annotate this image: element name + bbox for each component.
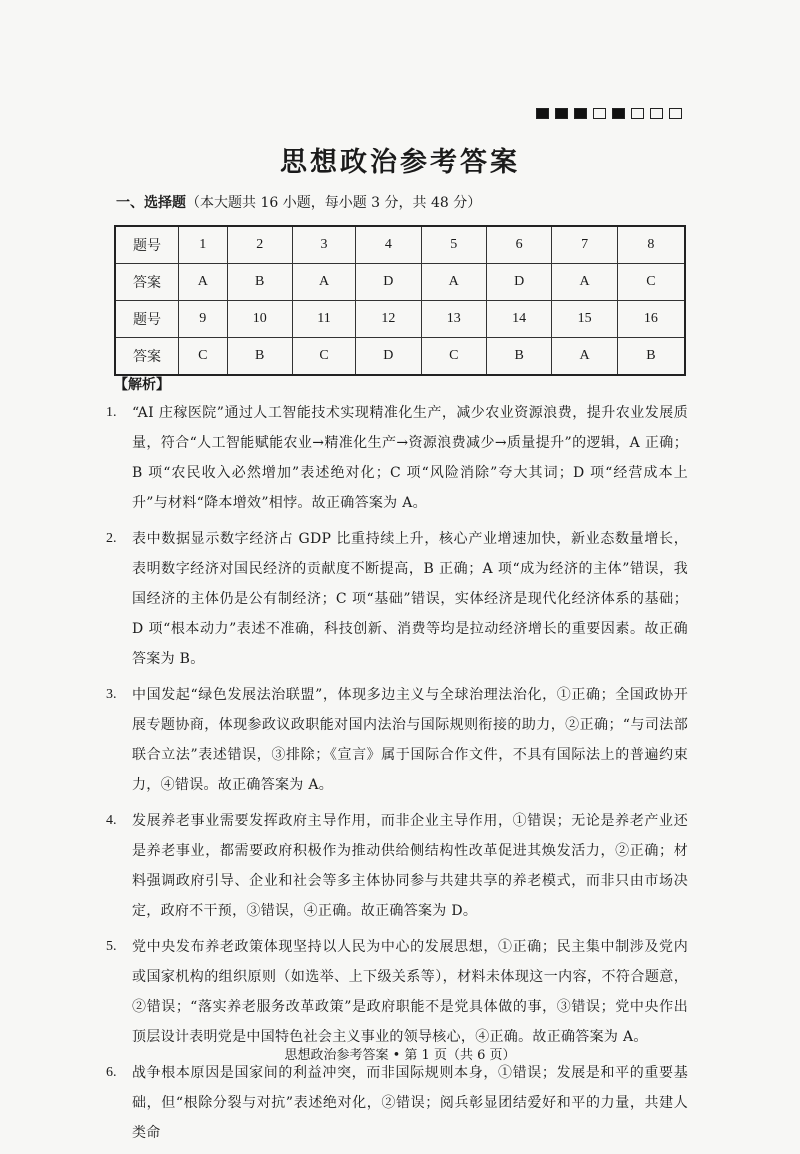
analysis-item xyxy=(106,398,688,518)
analysis-list xyxy=(106,398,688,1154)
table-cell: 9 xyxy=(179,301,228,338)
table-cell: 14 xyxy=(486,301,551,338)
table-cell: 15 xyxy=(552,301,617,338)
analysis-item xyxy=(106,806,688,926)
analysis-item xyxy=(106,524,688,674)
table-cell: A xyxy=(552,338,617,376)
empty-square-mark xyxy=(593,108,606,119)
item-text: 表中数据显示数字经济占 GDP 比重持续上升，核心产业增速加快，新业态数量增长，表明数字经济对国民经济的贡献度不断提高，B 正确；A 项“成为经济的主体”错误，我国经济的主体仍是公有制经济；C 项“基础”错误，实体经济是现代化经济体系的基础；D 项“根本动力”表述不准确，科技创新、消费等均是拉动经济增长的重要因素。故正确答案为 B。 xyxy=(132,531,688,667)
page-marker-squares xyxy=(536,108,682,119)
table-cell: 5 xyxy=(421,226,486,264)
page-title: 思想政治参考答案 xyxy=(280,147,520,178)
table-cell: 12 xyxy=(356,301,421,338)
section-label: 一、选择题 xyxy=(116,195,186,211)
answer-table xyxy=(114,225,686,376)
table-cell: C xyxy=(421,338,486,376)
table-cell: B xyxy=(227,264,292,301)
item-number: 2. xyxy=(106,531,117,546)
analysis-item xyxy=(106,932,688,1052)
item-text: “AI 庄稼医院”通过人工智能技术实现精准化生产，减少农业资源浪费，提升农业发展质量，符合“人工智能赋能农业→精准化生产→资源浪费减少→质量提升”的逻辑，A 正确；B 项“农民收入必然增加”表述绝对化；C 项“风险消除”夸大其词；D 项“经营成本上升”与材料“降本增效”相悖。故正确答案为 A。 xyxy=(132,405,688,511)
table-cell: D xyxy=(486,264,551,301)
empty-square-mark xyxy=(669,108,682,119)
table-cell: B xyxy=(617,338,685,376)
row-header-cell: 答案 xyxy=(115,264,179,301)
analysis-item xyxy=(106,1058,688,1148)
analysis-heading: 【解析】 xyxy=(114,377,170,393)
table-row xyxy=(115,301,685,338)
table-cell: 3 xyxy=(292,226,355,264)
table-row xyxy=(115,226,685,264)
table-cell: 2 xyxy=(227,226,292,264)
table-cell: B xyxy=(227,338,292,376)
table-cell: 1 xyxy=(179,226,228,264)
table-cell: C xyxy=(179,338,228,376)
page-footer: 思想政治参考答案 • 第 1 页（共 6 页） xyxy=(284,1048,516,1063)
section-heading xyxy=(116,192,481,212)
table-cell: A xyxy=(292,264,355,301)
table-cell: 8 xyxy=(617,226,685,264)
table-cell: 13 xyxy=(421,301,486,338)
item-number: 3. xyxy=(106,687,117,702)
table-cell: 6 xyxy=(486,226,551,264)
item-number: 5. xyxy=(106,939,117,954)
item-text: 中国发起“绿色发展法治联盟”，体现多边主义与全球治理法治化，①正确；全国政协开展专题协商，体现参政议政职能对国内法治与国际规则衔接的助力，②正确；“与司法部联合立法”表述错误，③排除；《宣言》属于国际合作文件，不具有国际法上的普遍约束力，④错误。故正确答案为 A。 xyxy=(132,687,688,793)
table-cell: D xyxy=(356,338,421,376)
table-cell: B xyxy=(486,338,551,376)
item-number: 1. xyxy=(106,405,117,420)
table-cell: C xyxy=(617,264,685,301)
row-header-cell: 答案 xyxy=(115,338,179,376)
table-cell: C xyxy=(292,338,355,376)
table-cell: 16 xyxy=(617,301,685,338)
table-cell: A xyxy=(179,264,228,301)
empty-square-mark xyxy=(631,108,644,119)
item-text: 党中央发布养老政策体现坚持以人民为中心的发展思想，①正确；民主集中制涉及党内或国家机构的组织原则（如选举、上下级关系等），材料未体现这一内容，不符合题意，②错误；“落实养老服务改革政策”是政府职能不是党具体做的事，③错误；党中央作出顶层设计表明党是中国特色社会主义事业的领导核心，④正确。故正确答案为 A。 xyxy=(132,939,688,1045)
table-cell: D xyxy=(356,264,421,301)
item-text: 战争根本原因是国家间的利益冲突，而非国际规则本身，①错误；发展是和平的重要基础，但“根除分裂与对抗”表述绝对化，②错误；阅兵彰显团结爱好和平的力量，共建人类命 xyxy=(132,1065,688,1141)
table-cell: 11 xyxy=(292,301,355,338)
analysis-item xyxy=(106,680,688,800)
row-header-cell: 题号 xyxy=(115,301,179,338)
filled-square-mark xyxy=(574,108,587,119)
row-header-cell: 题号 xyxy=(115,226,179,264)
table-cell: 10 xyxy=(227,301,292,338)
table-cell: 4 xyxy=(356,226,421,264)
table-row xyxy=(115,264,685,301)
filled-square-mark xyxy=(555,108,568,119)
section-note: （本大题共 16 小题，每小题 3 分，共 48 分） xyxy=(186,195,482,211)
item-text: 发展养老事业需要发挥政府主导作用，而非企业主导作用，①错误；无论是养老产业还是养老事业，都需要政府积极作为推动供给侧结构性改革促进其焕发活力，②正确；材料强调政府引导、企业和社会等多主体协同参与共建共享的养老模式，而非只由市场决定，政府不干预，③错误，④正确。故正确答案为 D。 xyxy=(132,813,688,919)
table-cell: A xyxy=(552,264,617,301)
item-number: 6. xyxy=(106,1065,117,1080)
table-cell: 7 xyxy=(552,226,617,264)
table-row xyxy=(115,338,685,376)
item-number: 4. xyxy=(106,813,117,828)
filled-square-mark xyxy=(612,108,625,119)
table-cell: A xyxy=(421,264,486,301)
empty-square-mark xyxy=(650,108,663,119)
filled-square-mark xyxy=(536,108,549,119)
